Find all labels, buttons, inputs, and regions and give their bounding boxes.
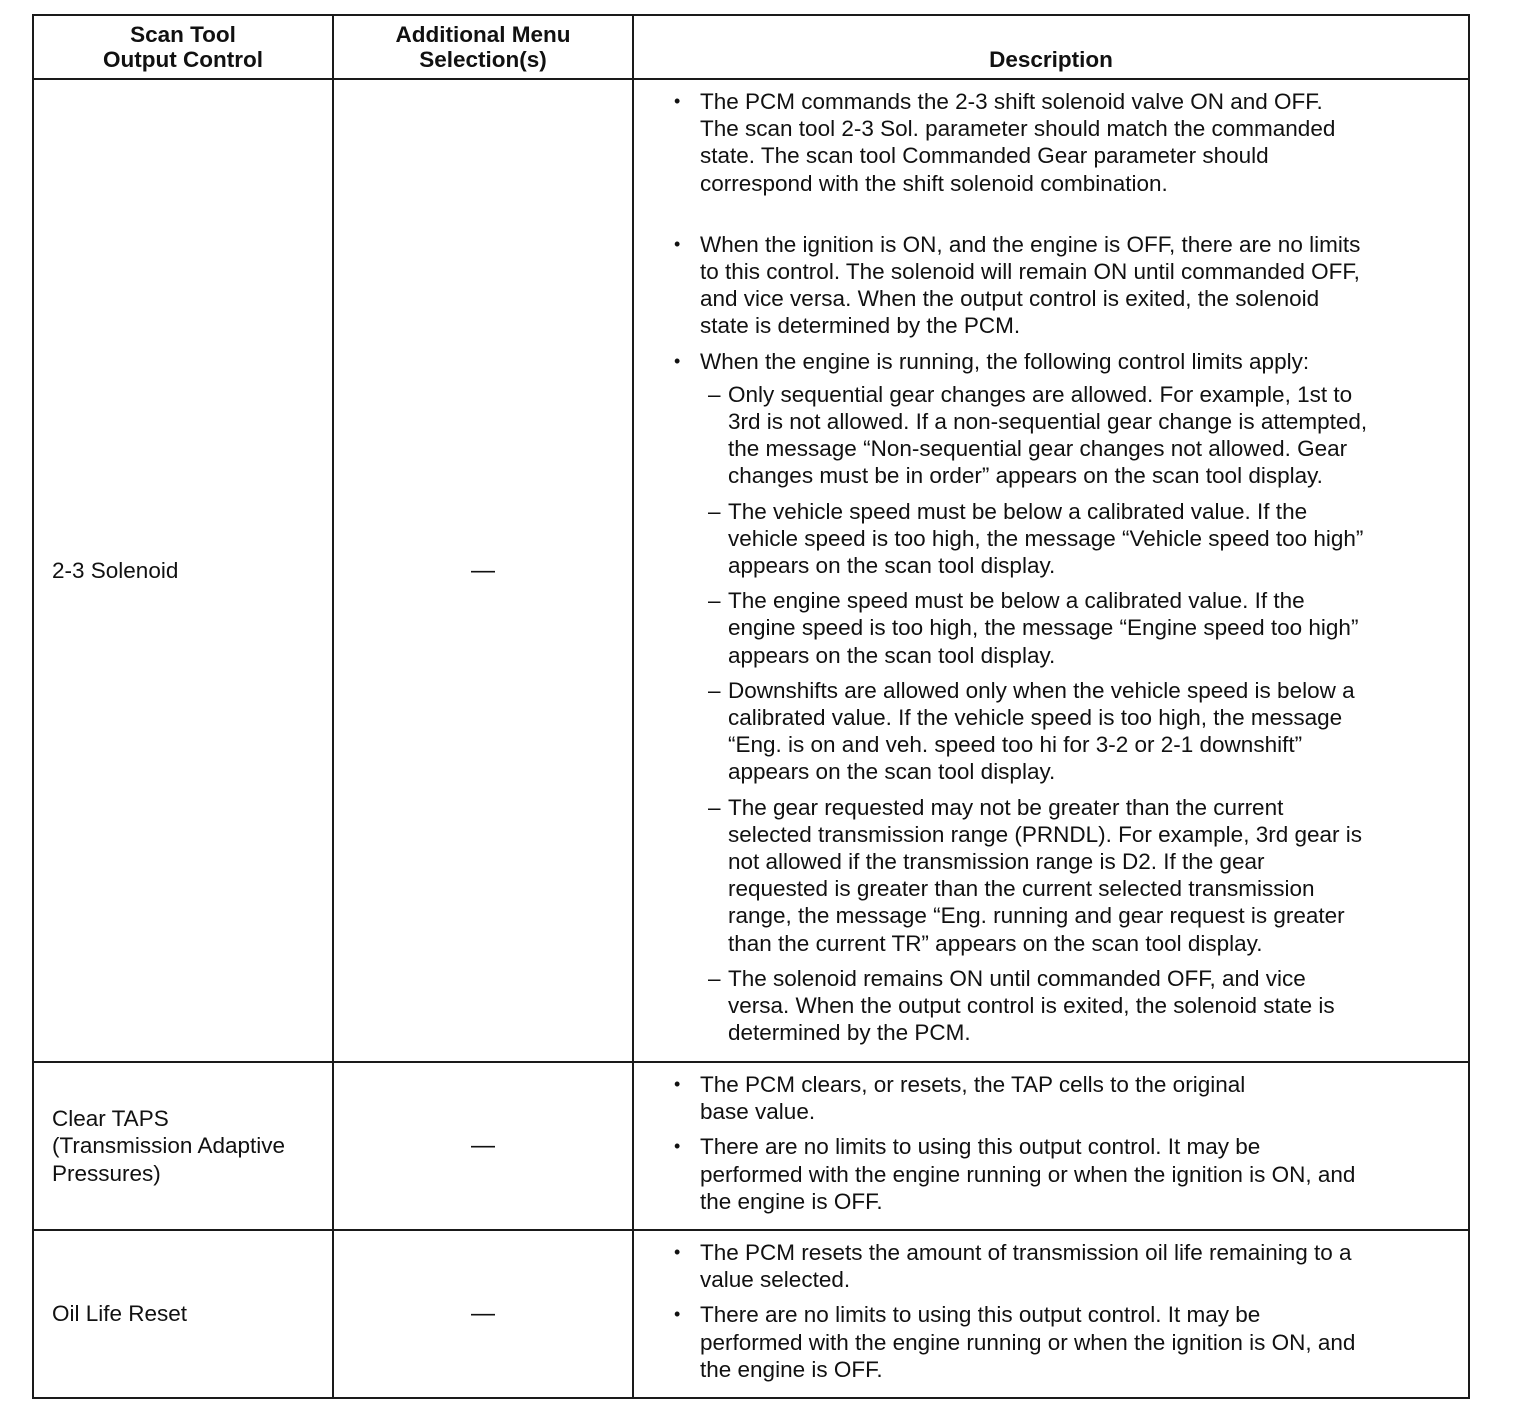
header-additional-menu-selections [333,15,633,79]
header-line: Output Control [103,47,263,72]
sub-item [708,587,1458,669]
sub-item-line: the message “Non-sequential gear changes not allowed. Gear [728,436,1348,462]
output-control-cell [33,79,333,1062]
sub-item [708,498,1458,580]
menu-selection-value: — [471,1132,495,1160]
bullet-text [700,1133,1458,1215]
output-control-cell [33,1062,333,1230]
bullet-mark: • [674,1242,681,1263]
sub-item-line: “Eng. is on and veh. speed too hi for 3-2 or 2-1 downshift” [728,732,1303,758]
bullet-line: The scan tool 2-3 Sol. parameter should match the commanded [700,116,1336,142]
bullet-line: the engine is OFF. [700,1188,883,1214]
bullet-text [700,88,1458,197]
sub-item-text [728,381,1458,490]
bullet-line: correspond with the shift solenoid combination. [700,170,1168,196]
bullet-line: When the ignition is ON, and the engine is OFF, there are no limits [700,231,1361,257]
header-line: Scan Tool [130,22,236,47]
description-cell [633,1230,1469,1398]
sub-item-line: determined by the PCM. [728,1020,971,1046]
description-bullet [674,1071,1458,1125]
sub-item-list [708,381,1458,1047]
dash-mark: – [708,588,721,614]
menu-selection-cell [333,1230,633,1398]
header-scan-tool-output-control [33,15,333,79]
bullet-text [700,1301,1458,1383]
dash-mark: – [708,677,721,703]
description-bullet [674,88,1458,197]
bullet-mark: • [674,1074,681,1094]
sub-item-text [728,965,1458,1047]
output-control-name: Clear TAPS [52,1106,169,1132]
output-control-cell [33,1230,333,1398]
header-description: Description [633,15,1469,79]
sub-item-line: appears on the scan tool display. [728,642,1056,668]
sub-item-line: than the current TR” appears on the scan tool display. [728,930,1263,956]
sub-item-line: Downshifts are allowed only when the vehicle speed is below a [728,677,1355,703]
bullet-line: and vice versa. When the output control is exited, the solenoid [700,286,1320,312]
bullet-line: state. The scan tool Commanded Gear parameter should [700,143,1269,169]
sub-item-line: vehicle speed is too high, the message “Vehicle speed too high” [728,525,1364,551]
sub-item [708,794,1458,957]
output-control-name: (Transmission Adaptive [52,1133,286,1159]
bullet-line: to this control. The solenoid will remain ON until commanded OFF, [700,259,1360,285]
sub-item-line: range, the message “Eng. running and gear request is greater [728,903,1345,929]
table-row [33,79,1469,1062]
output-control-name: 2-3 Solenoid [52,557,179,583]
table-row [33,1062,1469,1230]
bullet-line: base value. [700,1099,816,1125]
sub-item-line: 3rd is not allowed. If a non-sequential gear change is attempted, [728,409,1368,435]
header-line: Selection(s) [419,47,547,72]
menu-selection-value: — [471,1300,495,1328]
sub-item-line: The vehicle speed must be below a calibrated value. If the [728,498,1308,524]
bullet-line: The PCM commands the 2-3 shift solenoid valve ON and OFF. [700,89,1323,114]
bullet-mark: • [674,1136,681,1157]
sub-item-text [728,677,1458,786]
sub-item-line: The gear requested may not be greater than the current [728,794,1284,820]
table-row [33,1230,1469,1398]
bullet-line: There are no limits to using this output control. It may be [700,1134,1261,1160]
bullet-text [700,1239,1458,1293]
bullet-mark: • [674,350,681,371]
bullet-line: performed with the engine running or when the ignition is ON, and [700,1161,1356,1187]
sub-item-line: selected transmission range (PRNDL). For example, 3rd gear is [728,821,1362,847]
bullet-line: the engine is OFF. [700,1356,883,1382]
bullet-line: When the engine is running, the following control limits apply: [700,348,1310,374]
bullet-text [700,1071,1458,1125]
sub-item-line: The solenoid remains ON until commanded OFF, and vice [728,965,1306,991]
bullet-text [700,348,1458,375]
description-cell [633,79,1469,1062]
output-control-table [32,14,1470,1399]
table-header-row [33,15,1469,79]
sub-item-line: Only sequential gear changes are allowed. For example, 1st to [728,381,1353,407]
sub-item-line: changes must be in order” appears on the scan tool display. [728,463,1323,489]
bullet-mark: • [674,91,681,111]
sub-item [708,381,1458,490]
menu-selection-cell [333,1062,633,1230]
dash-mark: – [708,498,721,524]
dash-mark: – [708,381,721,407]
menu-selection-value: — [471,556,495,584]
sub-item-text [728,587,1458,669]
bullet-line: There are no limits to using this output control. It may be [700,1302,1261,1328]
sub-item-line: appears on the scan tool display. [728,759,1056,785]
bullet-text [700,231,1458,340]
table-body [33,79,1469,1398]
bullet-mark: • [674,1304,681,1325]
sub-item-line: calibrated value. If the vehicle speed is too high, the message [728,705,1343,731]
output-control-name: Oil Life Reset [52,1301,188,1327]
bullet-line: The PCM clears, or resets, the TAP cells to the original [700,1072,1246,1097]
description-cell [633,1062,1469,1230]
sub-item-line: requested is greater than the current selected transmission [728,876,1315,902]
sub-item [708,677,1458,786]
sub-item-line: appears on the scan tool display. [728,553,1056,579]
output-control-name: Pressures) [52,1160,161,1186]
bullet-line: state is determined by the PCM. [700,313,1021,339]
description-bullet [674,1301,1458,1383]
description-bullet [674,348,1458,375]
sub-item [708,965,1458,1047]
bullet-mark: • [674,233,681,254]
bullet-line: performed with the engine running or when the ignition is ON, and [700,1329,1356,1355]
sub-item-text [728,794,1458,957]
sub-item-line: not allowed if the transmission range is D2. If the gear [728,849,1265,875]
description-bullet [674,231,1458,340]
menu-selection-cell [333,79,633,1062]
sub-item-text [728,498,1458,580]
sub-item-line: The engine speed must be below a calibrated value. If the [728,588,1305,614]
description-bullet [674,1133,1458,1215]
bullet-line: value selected. [700,1267,851,1293]
bullet-line: The PCM resets the amount of transmission oil life remaining to a [700,1240,1352,1266]
header-line: Additional Menu [395,22,571,47]
dash-mark: – [708,794,721,820]
description-bullet [674,1239,1458,1293]
dash-mark: – [708,965,721,991]
sub-item-line: versa. When the output control is exited, the solenoid state is [728,993,1335,1019]
sub-item-line: engine speed is too high, the message “Engine speed too high” [728,615,1359,641]
